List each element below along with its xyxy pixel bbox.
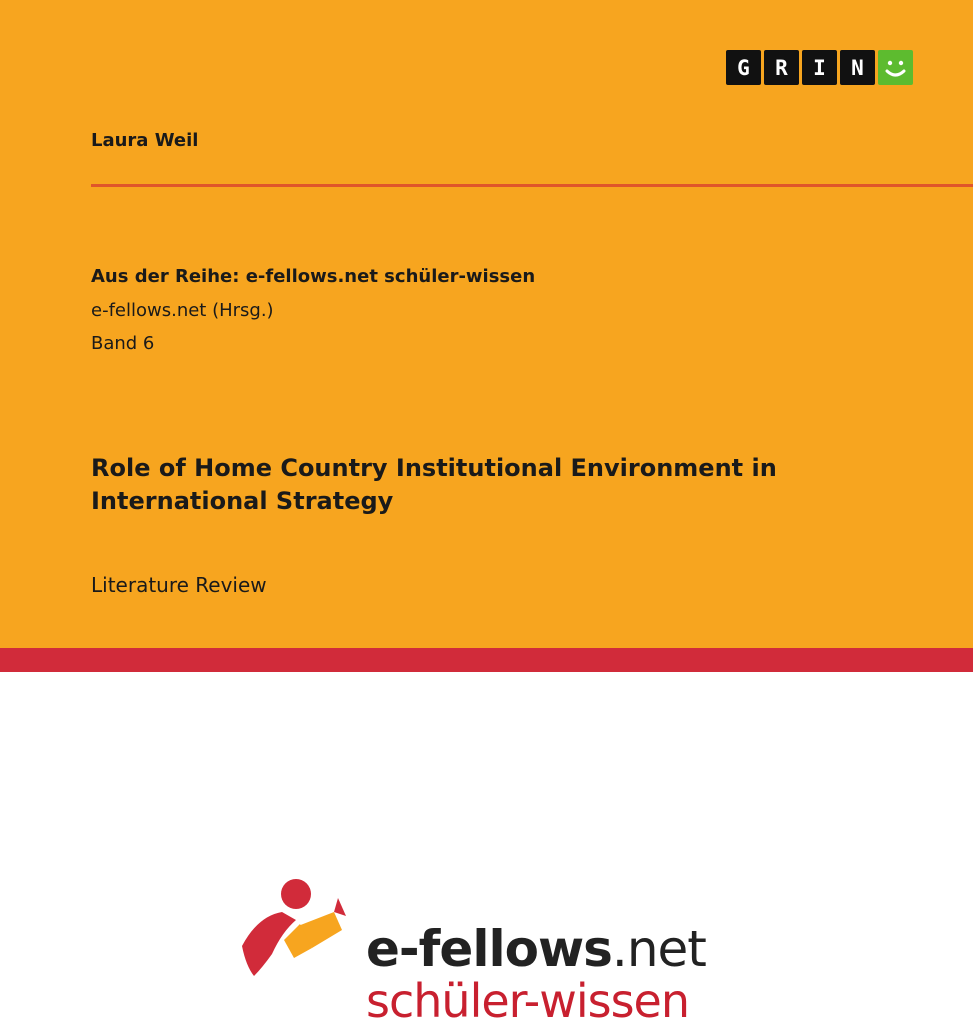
series-label: Aus der Reihe: e-fellows.net schüler-wissen [91, 266, 536, 287]
divider-rule [91, 184, 973, 187]
e-fellows-logo [238, 876, 758, 1028]
logo-tld: .net [611, 920, 706, 978]
e-fellows-figure-icon [238, 876, 358, 986]
logo-brand-text [366, 920, 706, 978]
logo-tagline: schüler-wissen [366, 974, 690, 1028]
author-name: Laura Weil [91, 130, 199, 151]
series-editor: e-fellows.net (Hrsg.) [91, 300, 274, 321]
book-subtitle: Literature Review [91, 573, 267, 597]
book-title: Role of Home Country Institutional Environment in International Strategy [91, 454, 777, 515]
grin-letter-g: G [726, 50, 761, 85]
grin-letter-i: I [802, 50, 837, 85]
grin-letter-r: R [764, 50, 799, 85]
red-band [0, 648, 973, 672]
smiley-icon [878, 50, 913, 85]
grin-letter-n: N [840, 50, 875, 85]
grin-logo [726, 50, 913, 85]
series-volume: Band 6 [91, 333, 155, 354]
logo-brand: e-fellows [366, 920, 612, 978]
